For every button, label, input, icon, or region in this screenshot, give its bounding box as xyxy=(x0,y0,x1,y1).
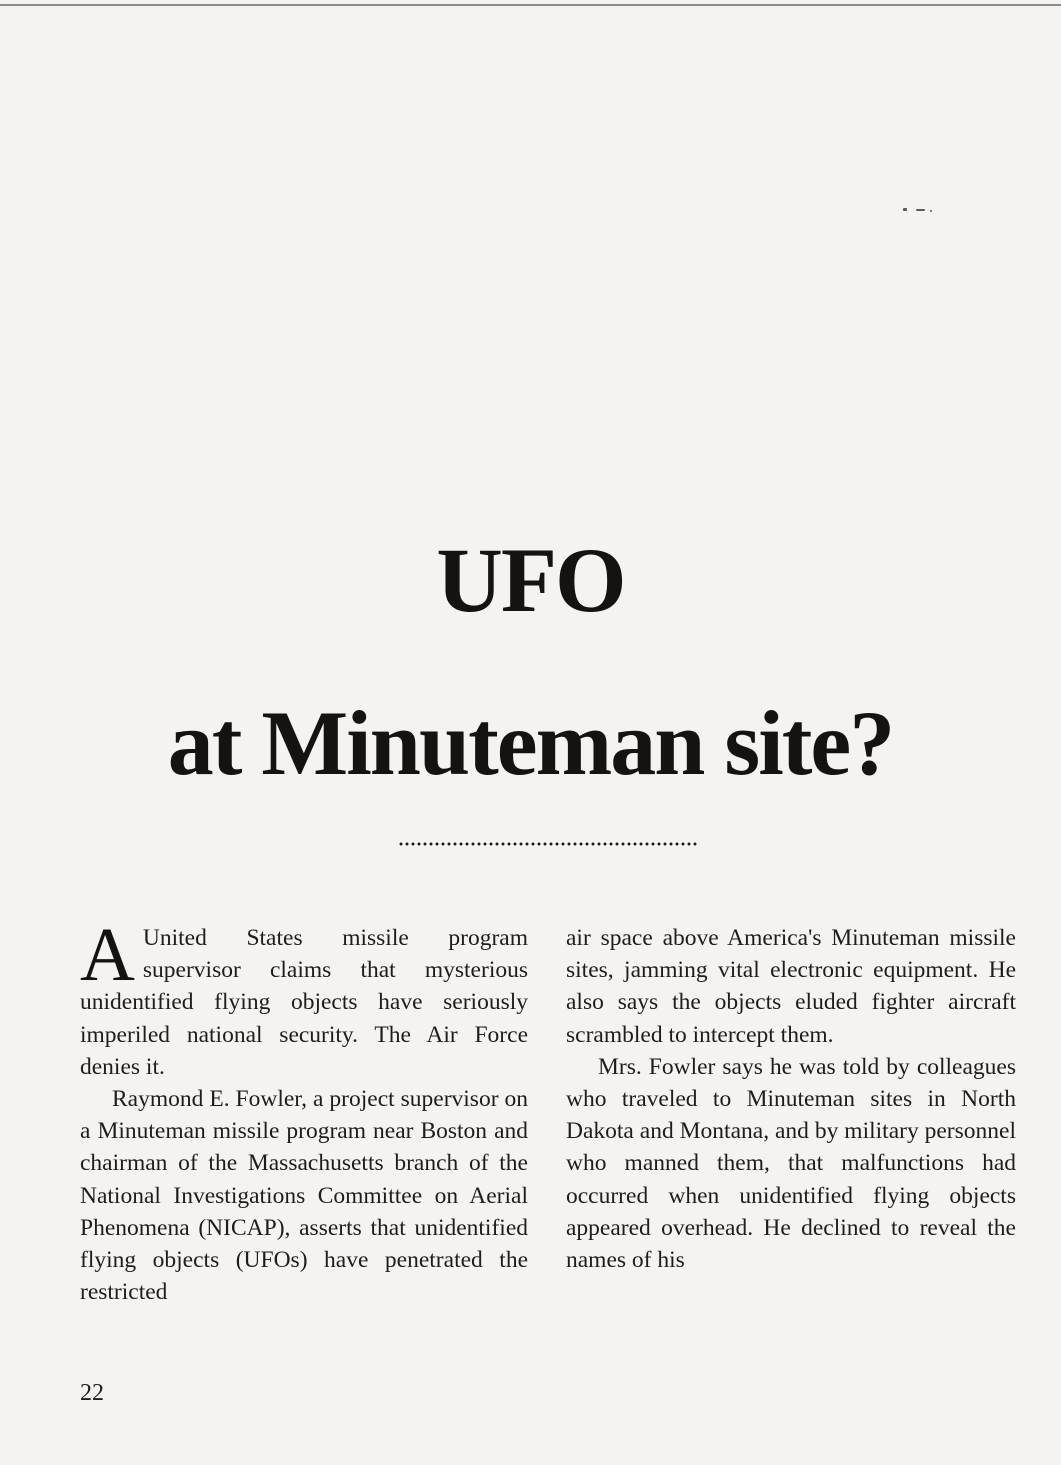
drop-cap: A xyxy=(80,913,135,997)
headline-line-1: UFO xyxy=(436,529,625,631)
article-paragraph: air space above America's Minuteman missile sites, jamming vital electronic equipment. He also says the objects eluded fighter aircraft scrambled to intercept them. xyxy=(566,925,1016,1048)
article-column-left xyxy=(80,913,528,1308)
paragraph-text: United States missile program supervisor claims that mysterious unidentified flying objects have seriously imperiled national security. The Air Force denies it. xyxy=(80,925,528,1080)
headline-line-2: at Minuteman site? xyxy=(167,692,894,794)
article-paragraph: Mrs. Fowler says he was told by colleagues who traveled to Minuteman sites in North Dakota and Montana, and by military personnel who manned them, that malfunctions had occurred when unidentified flying objects appeared overhead. He declined to reveal the names of his xyxy=(566,1053,1016,1274)
article-paragraph xyxy=(80,913,528,1083)
page-number: 22 xyxy=(80,1380,104,1406)
top-edge-rule xyxy=(0,4,1061,6)
article-paragraph: Raymond E. Fowler, a project supervisor on a Minuteman missile program near Boston and chairman of the Massachusetts branch of the National Investigations Committee on Aerial Phenomena (NICAP), asserts that unidentified flying objects (UFOs) have penetrated the restricted xyxy=(80,1086,528,1306)
print-speck xyxy=(930,210,932,212)
print-speck xyxy=(903,208,907,211)
article-column-right xyxy=(566,922,1016,1276)
print-speck xyxy=(916,209,925,211)
dotted-divider xyxy=(398,841,698,847)
